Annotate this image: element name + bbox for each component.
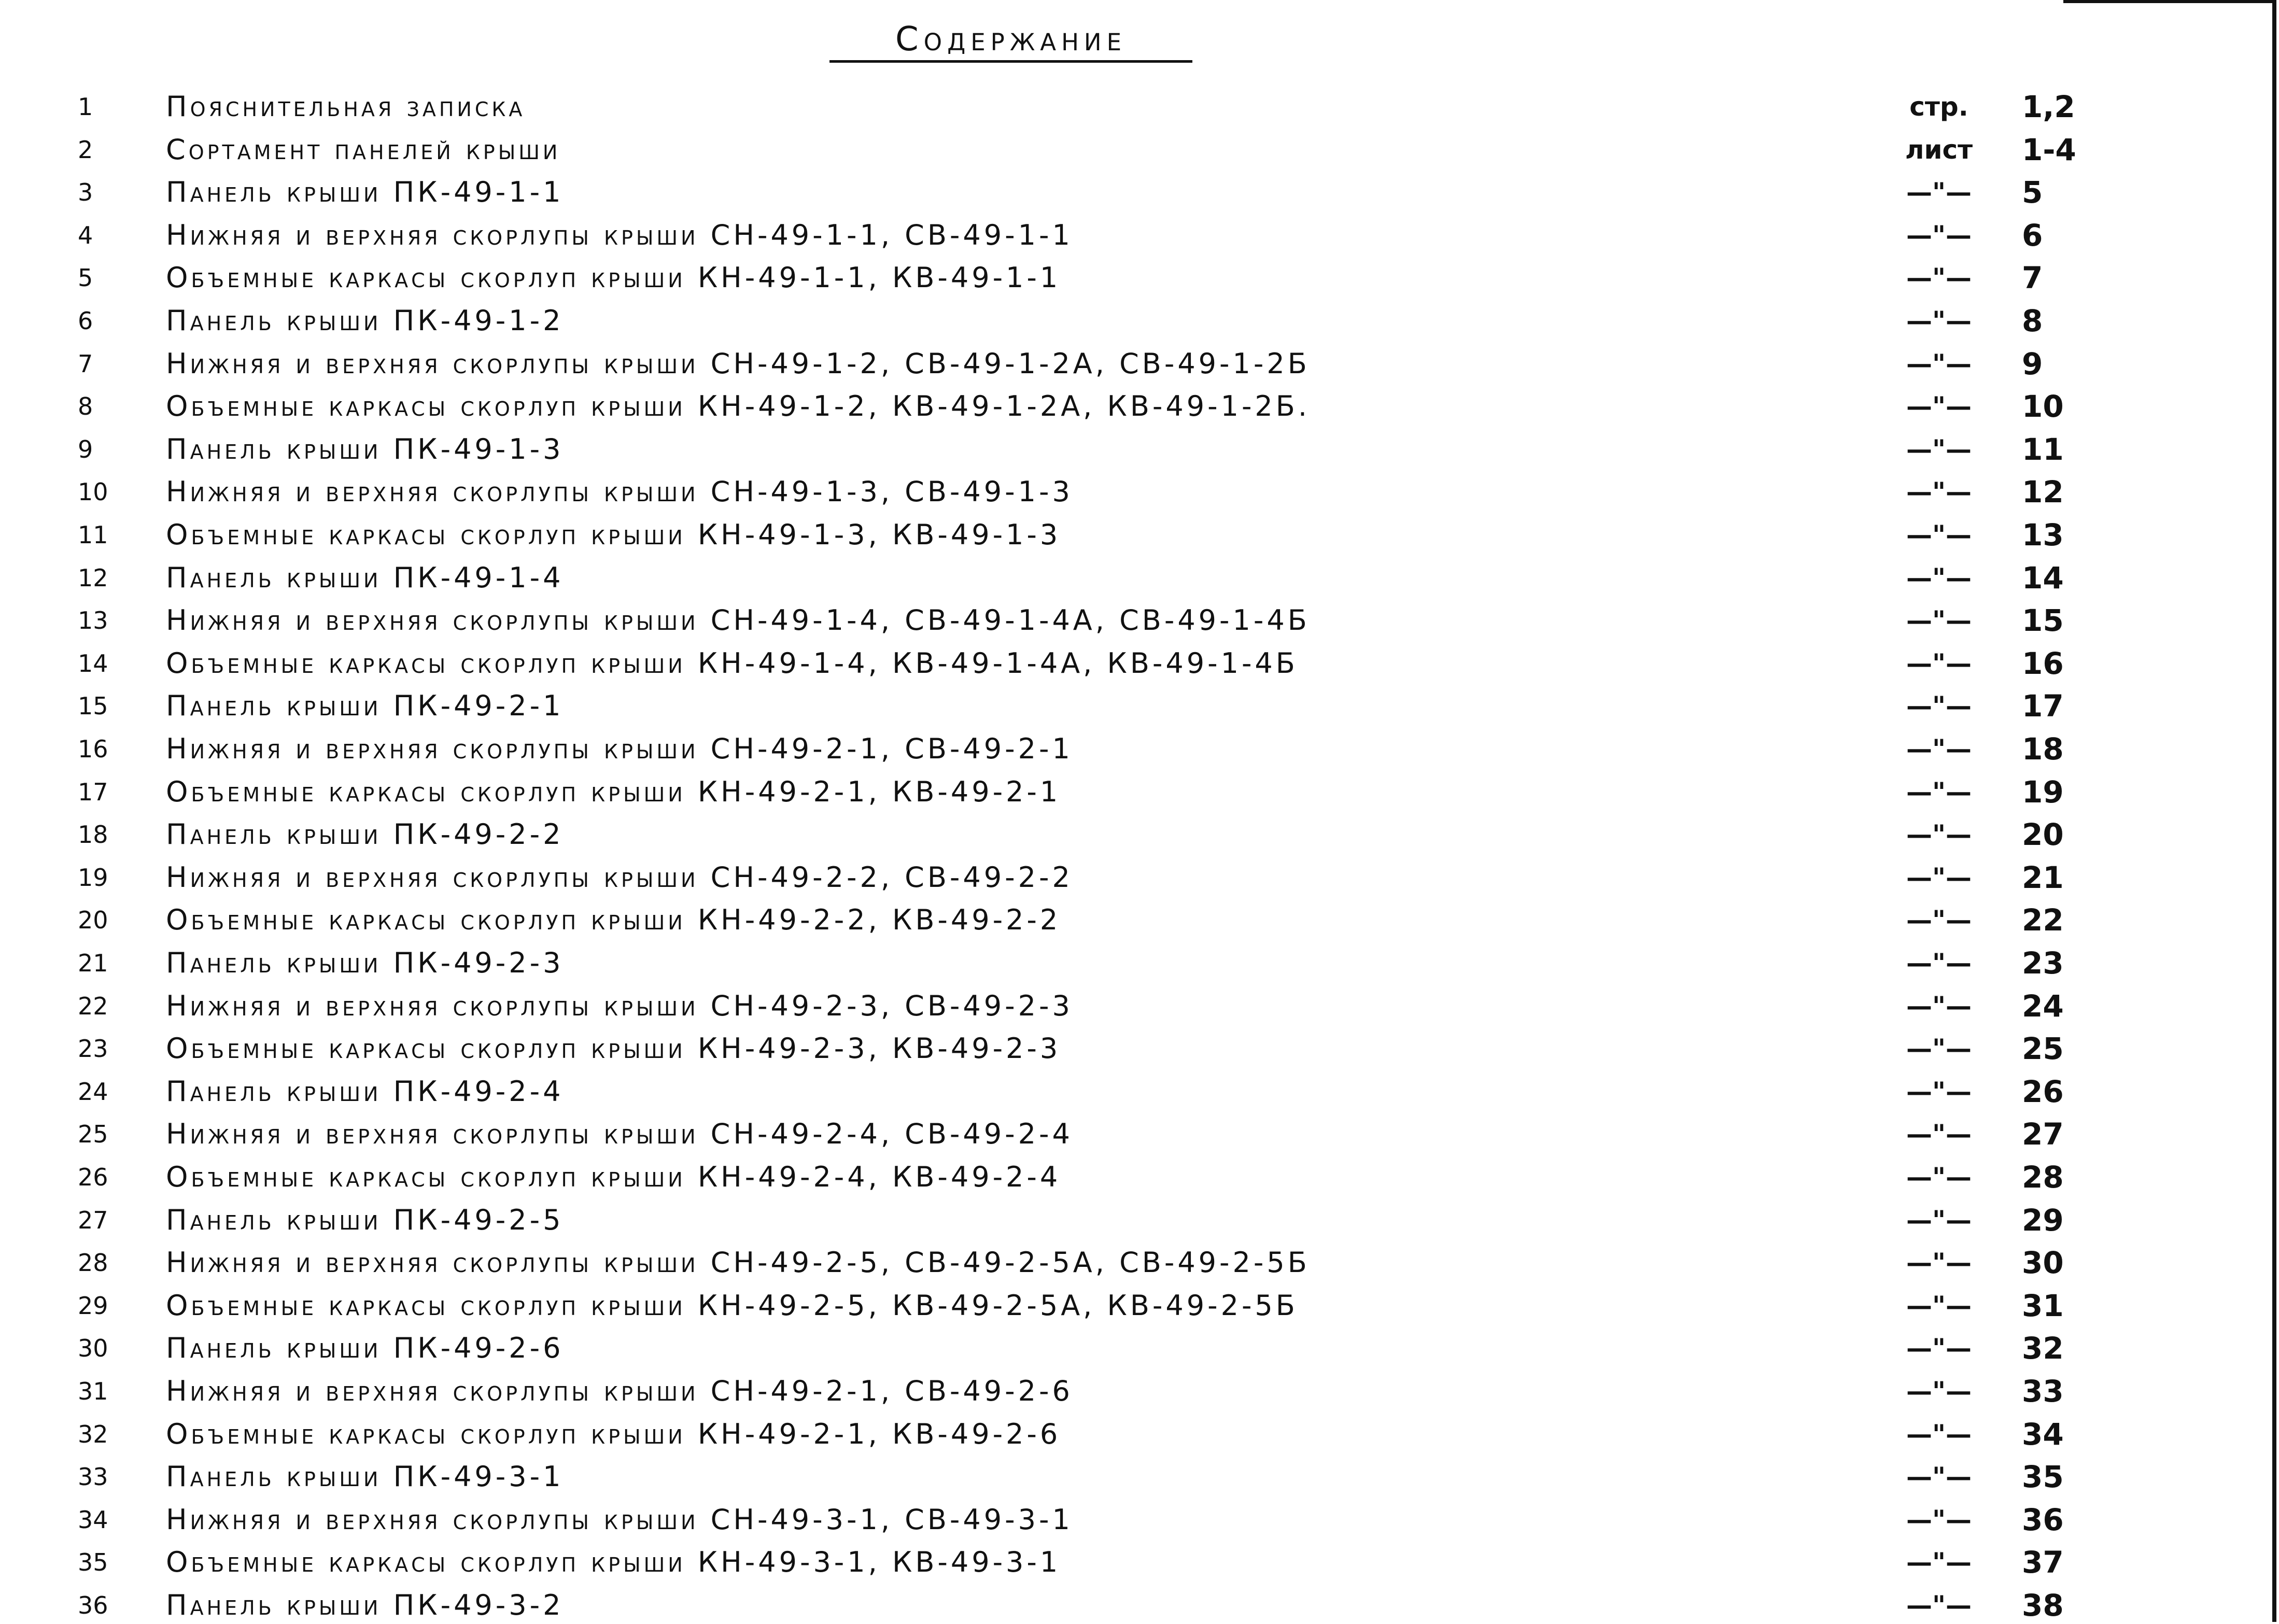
item-description: Панель крыши ПК-49-2-3 [166, 947, 564, 979]
list-item [0, 559, 2279, 597]
item-page: 13 [2022, 517, 2064, 553]
list-item [0, 773, 2279, 811]
item-unit: —"— [1906, 1590, 1972, 1620]
item-number: 34 [78, 1506, 108, 1534]
list-item [0, 1501, 2279, 1538]
item-unit: —"— [1906, 1376, 1972, 1406]
item-description: Панель крыши ПК-49-1-2 [166, 304, 564, 337]
item-page: 10 [2022, 389, 2064, 424]
list-item [0, 1159, 2279, 1196]
item-unit: —"— [1906, 477, 1972, 507]
list-item [0, 1373, 2279, 1410]
item-unit: лист [1905, 135, 1973, 165]
item-page: 5 [2022, 175, 2043, 210]
item-description: Панель крыши ПК-49-1-1 [166, 176, 564, 208]
item-number: 21 [78, 949, 108, 977]
item-unit: —"— [1906, 1248, 1972, 1278]
item-description: Объемные каркасы скорлуп крыши КН-49-3-1, КВ-49-3-1 [166, 1546, 1061, 1578]
item-number: 7 [78, 350, 93, 378]
list-item [0, 1030, 2279, 1067]
item-description: Нижняя и верхняя скорлупы крыши СН-49-2-1, СВ-49-2-6 [166, 1375, 1073, 1407]
item-number: 19 [78, 864, 108, 892]
item-description: Панель крыши ПК-49-2-4 [166, 1075, 564, 1108]
item-unit: —"— [1906, 220, 1972, 250]
item-number: 14 [78, 649, 108, 677]
list-item [0, 859, 2279, 896]
item-description: Нижняя и верхняя скорлупы крыши СН-49-1-4, СВ-49-1-4А, СВ-49-1-4Б [166, 604, 1310, 637]
item-unit: —"— [1906, 1462, 1972, 1492]
item-unit: —"— [1906, 520, 1972, 550]
list-item [0, 88, 2279, 125]
item-page: 6 [2022, 218, 2043, 253]
item-page: 19 [2022, 774, 2064, 810]
item-description: Объемные каркасы скорлуп крыши КН-49-1-2, КВ-49-1-2А, КВ-49-1-2Б. [166, 390, 1310, 422]
item-unit: —"— [1906, 820, 1972, 850]
item-description: Панель крыши ПК-49-2-1 [166, 689, 564, 722]
item-description: Панель крыши ПК-49-1-4 [166, 561, 564, 594]
item-page: 20 [2022, 817, 2064, 852]
item-unit: —"— [1906, 1291, 1972, 1321]
item-number: 35 [78, 1548, 108, 1576]
item-number: 1 [78, 93, 93, 121]
item-page: 16 [2022, 646, 2064, 681]
item-unit: —"— [1906, 863, 1972, 893]
list-item [0, 816, 2279, 853]
item-number: 22 [78, 992, 108, 1020]
list-item [0, 901, 2279, 939]
item-page: 24 [2022, 988, 2064, 1024]
item-page: 31 [2022, 1288, 2064, 1323]
item-number: 33 [78, 1463, 108, 1491]
item-number: 32 [78, 1420, 108, 1448]
item-page: 21 [2022, 860, 2064, 895]
list-item [0, 131, 2279, 168]
item-description: Объемные каркасы скорлуп крыши КН-49-2-1, КВ-49-2-1 [166, 775, 1061, 808]
item-description: Панель крыши ПК-49-3-1 [166, 1460, 564, 1493]
item-description: Нижняя и верхняя скорлупы крыши СН-49-2-4, СВ-49-2-4 [166, 1118, 1073, 1150]
item-unit: —"— [1906, 948, 1972, 978]
item-description: Панель крыши ПК-49-1-3 [166, 433, 564, 465]
item-number: 6 [78, 307, 93, 335]
list-item [0, 1544, 2279, 1581]
item-page: 7 [2022, 260, 2043, 295]
list-item [0, 516, 2279, 554]
item-unit: —"— [1906, 1034, 1972, 1064]
item-page: 17 [2022, 688, 2064, 724]
item-number: 29 [78, 1292, 108, 1320]
list-item [0, 1416, 2279, 1453]
item-description: Нижняя и верхняя скорлупы крыши СН-49-2-3, СВ-49-2-3 [166, 990, 1073, 1022]
item-number: 31 [78, 1377, 108, 1405]
item-number: 10 [78, 478, 108, 506]
list-item [0, 602, 2279, 639]
item-description: Объемные каркасы скорлуп крыши КН-49-2-5, КВ-49-2-5А, КВ-49-2-5Б [166, 1289, 1298, 1322]
item-unit: —"— [1906, 263, 1972, 293]
item-description: Панель крыши ПК-49-2-6 [166, 1332, 564, 1364]
list-item [0, 388, 2279, 425]
item-page: 9 [2022, 346, 2043, 382]
item-number: 15 [78, 692, 108, 720]
item-number: 27 [78, 1206, 108, 1234]
list-item [0, 944, 2279, 982]
page-title: Содержание [829, 19, 1192, 63]
item-page: 33 [2022, 1374, 2064, 1409]
item-number: 30 [78, 1334, 108, 1362]
item-description: Объемные каркасы скорлуп крыши КН-49-2-4, КВ-49-2-4 [166, 1161, 1061, 1193]
item-number: 36 [78, 1591, 108, 1619]
list-item [0, 174, 2279, 211]
item-unit: —"— [1906, 691, 1972, 721]
item-page: 30 [2022, 1245, 2064, 1280]
item-unit: —"— [1906, 349, 1972, 379]
item-number: 25 [78, 1120, 108, 1148]
list-item [0, 1287, 2279, 1324]
item-unit: —"— [1906, 648, 1972, 679]
item-page: 12 [2022, 474, 2064, 510]
list-item [0, 345, 2279, 383]
item-unit: —"— [1906, 991, 1972, 1021]
item-page: 38 [2022, 1588, 2064, 1623]
list-item [0, 1073, 2279, 1110]
item-number: 8 [78, 392, 93, 420]
item-number: 2 [78, 136, 93, 164]
item-number: 9 [78, 435, 93, 463]
item-unit: —"— [1906, 734, 1972, 764]
list-item [0, 259, 2279, 296]
list-item [0, 1115, 2279, 1153]
item-number: 20 [78, 906, 108, 934]
list-item [0, 1458, 2279, 1495]
item-description: Нижняя и верхняя скорлупы крыши СН-49-1-1, СВ-49-1-1 [166, 219, 1073, 251]
item-unit: —"— [1906, 1119, 1972, 1149]
item-page: 23 [2022, 945, 2064, 981]
item-description: Объемные каркасы скорлуп крыши КН-49-2-2, КВ-49-2-2 [166, 903, 1061, 936]
item-unit: —"— [1906, 306, 1972, 336]
list-item [0, 987, 2279, 1025]
item-number: 5 [78, 264, 93, 292]
item-description: Панель крыши ПК-49-3-2 [166, 1589, 564, 1621]
item-page: 18 [2022, 731, 2064, 767]
item-unit: стр. [1909, 92, 1968, 122]
item-page: 29 [2022, 1203, 2064, 1238]
list-item [0, 217, 2279, 254]
item-unit: —"— [1906, 1419, 1972, 1449]
item-page: 28 [2022, 1160, 2064, 1195]
item-page: 35 [2022, 1459, 2064, 1494]
item-description: Панель крыши ПК-49-2-5 [166, 1204, 564, 1236]
item-page: 14 [2022, 560, 2064, 596]
list-item [0, 730, 2279, 768]
item-unit: —"— [1906, 905, 1972, 935]
item-unit: —"— [1906, 177, 1972, 207]
item-number: 23 [78, 1035, 108, 1063]
item-number: 11 [78, 521, 108, 549]
item-page: 1,2 [2022, 89, 2075, 124]
item-description: Объемные каркасы скорлуп крыши КН-49-2-3, КВ-49-2-3 [166, 1032, 1061, 1065]
item-number: 4 [78, 221, 93, 249]
item-description: Сортамент панелей крыши [166, 133, 561, 166]
item-description: Нижняя и верхняя скорлупы крыши СН-49-1-2, СВ-49-1-2А, СВ-49-1-2Б [166, 347, 1310, 380]
item-description: Объемные каркасы скорлуп крыши КН-49-2-1, КВ-49-2-6 [166, 1418, 1061, 1450]
item-description: Нижняя и верхняя скорлупы крыши СН-49-2-2, СВ-49-2-2 [166, 861, 1073, 894]
item-page: 37 [2022, 1545, 2064, 1580]
item-unit: —"— [1906, 391, 1972, 421]
item-unit: —"— [1906, 1205, 1972, 1235]
list-item [0, 1587, 2279, 1624]
item-unit: —"— [1906, 1162, 1972, 1192]
list-item [0, 473, 2279, 511]
list-item [0, 1330, 2279, 1367]
item-number: 12 [78, 564, 108, 592]
item-number: 24 [78, 1078, 108, 1106]
item-description: Объемные каркасы скорлуп крыши КН-49-1-4, КВ-49-1-4А, КВ-49-1-4Б [166, 647, 1298, 680]
item-description: Нижняя и верхняя скорлупы крыши СН-49-1-3, СВ-49-1-3 [166, 475, 1073, 508]
item-number: 13 [78, 606, 108, 634]
item-page: 27 [2022, 1117, 2064, 1152]
item-description: Объемные каркасы скорлуп крыши КН-49-1-1, КВ-49-1-1 [166, 261, 1061, 294]
item-unit: —"— [1906, 1505, 1972, 1535]
item-unit: —"— [1906, 563, 1972, 593]
list-item [0, 1202, 2279, 1239]
item-description: Объемные каркасы скорлуп крыши КН-49-1-3, КВ-49-1-3 [166, 518, 1061, 551]
item-number: 28 [78, 1249, 108, 1277]
list-item [0, 431, 2279, 468]
item-page: 34 [2022, 1417, 2064, 1452]
item-unit: —"— [1906, 777, 1972, 807]
item-page: 22 [2022, 902, 2064, 938]
item-page: 25 [2022, 1031, 2064, 1066]
item-description: Нижняя и верхняя скорлупы крыши СН-49-2-1, СВ-49-2-1 [166, 732, 1073, 765]
item-unit: —"— [1906, 1547, 1972, 1577]
item-unit: —"— [1906, 605, 1972, 636]
item-description: Панель крыши ПК-49-2-2 [166, 818, 564, 851]
item-number: 18 [78, 821, 108, 849]
item-description: Пояснительная записка [166, 90, 526, 123]
item-page: 11 [2022, 432, 2064, 467]
list-item [0, 1244, 2279, 1281]
list-item [0, 302, 2279, 340]
item-number: 3 [78, 178, 93, 206]
item-number: 17 [78, 778, 108, 806]
item-unit: —"— [1906, 1077, 1972, 1107]
item-unit: —"— [1906, 434, 1972, 464]
item-description: Нижняя и верхняя скорлупы крыши СН-49-2-5, СВ-49-2-5А, СВ-49-2-5Б [166, 1246, 1310, 1279]
item-page: 8 [2022, 303, 2043, 338]
item-number: 16 [78, 735, 108, 763]
item-page: 1-4 [2022, 132, 2076, 167]
item-description: Нижняя и верхняя скорлупы крыши СН-49-3-1, СВ-49-3-1 [166, 1503, 1073, 1536]
item-page: 26 [2022, 1074, 2064, 1109]
item-page: 15 [2022, 603, 2064, 638]
list-item [0, 645, 2279, 682]
item-unit: —"— [1906, 1333, 1972, 1363]
list-item [0, 687, 2279, 725]
item-page: 32 [2022, 1331, 2064, 1366]
item-number: 26 [78, 1163, 108, 1191]
item-page: 36 [2022, 1502, 2064, 1537]
